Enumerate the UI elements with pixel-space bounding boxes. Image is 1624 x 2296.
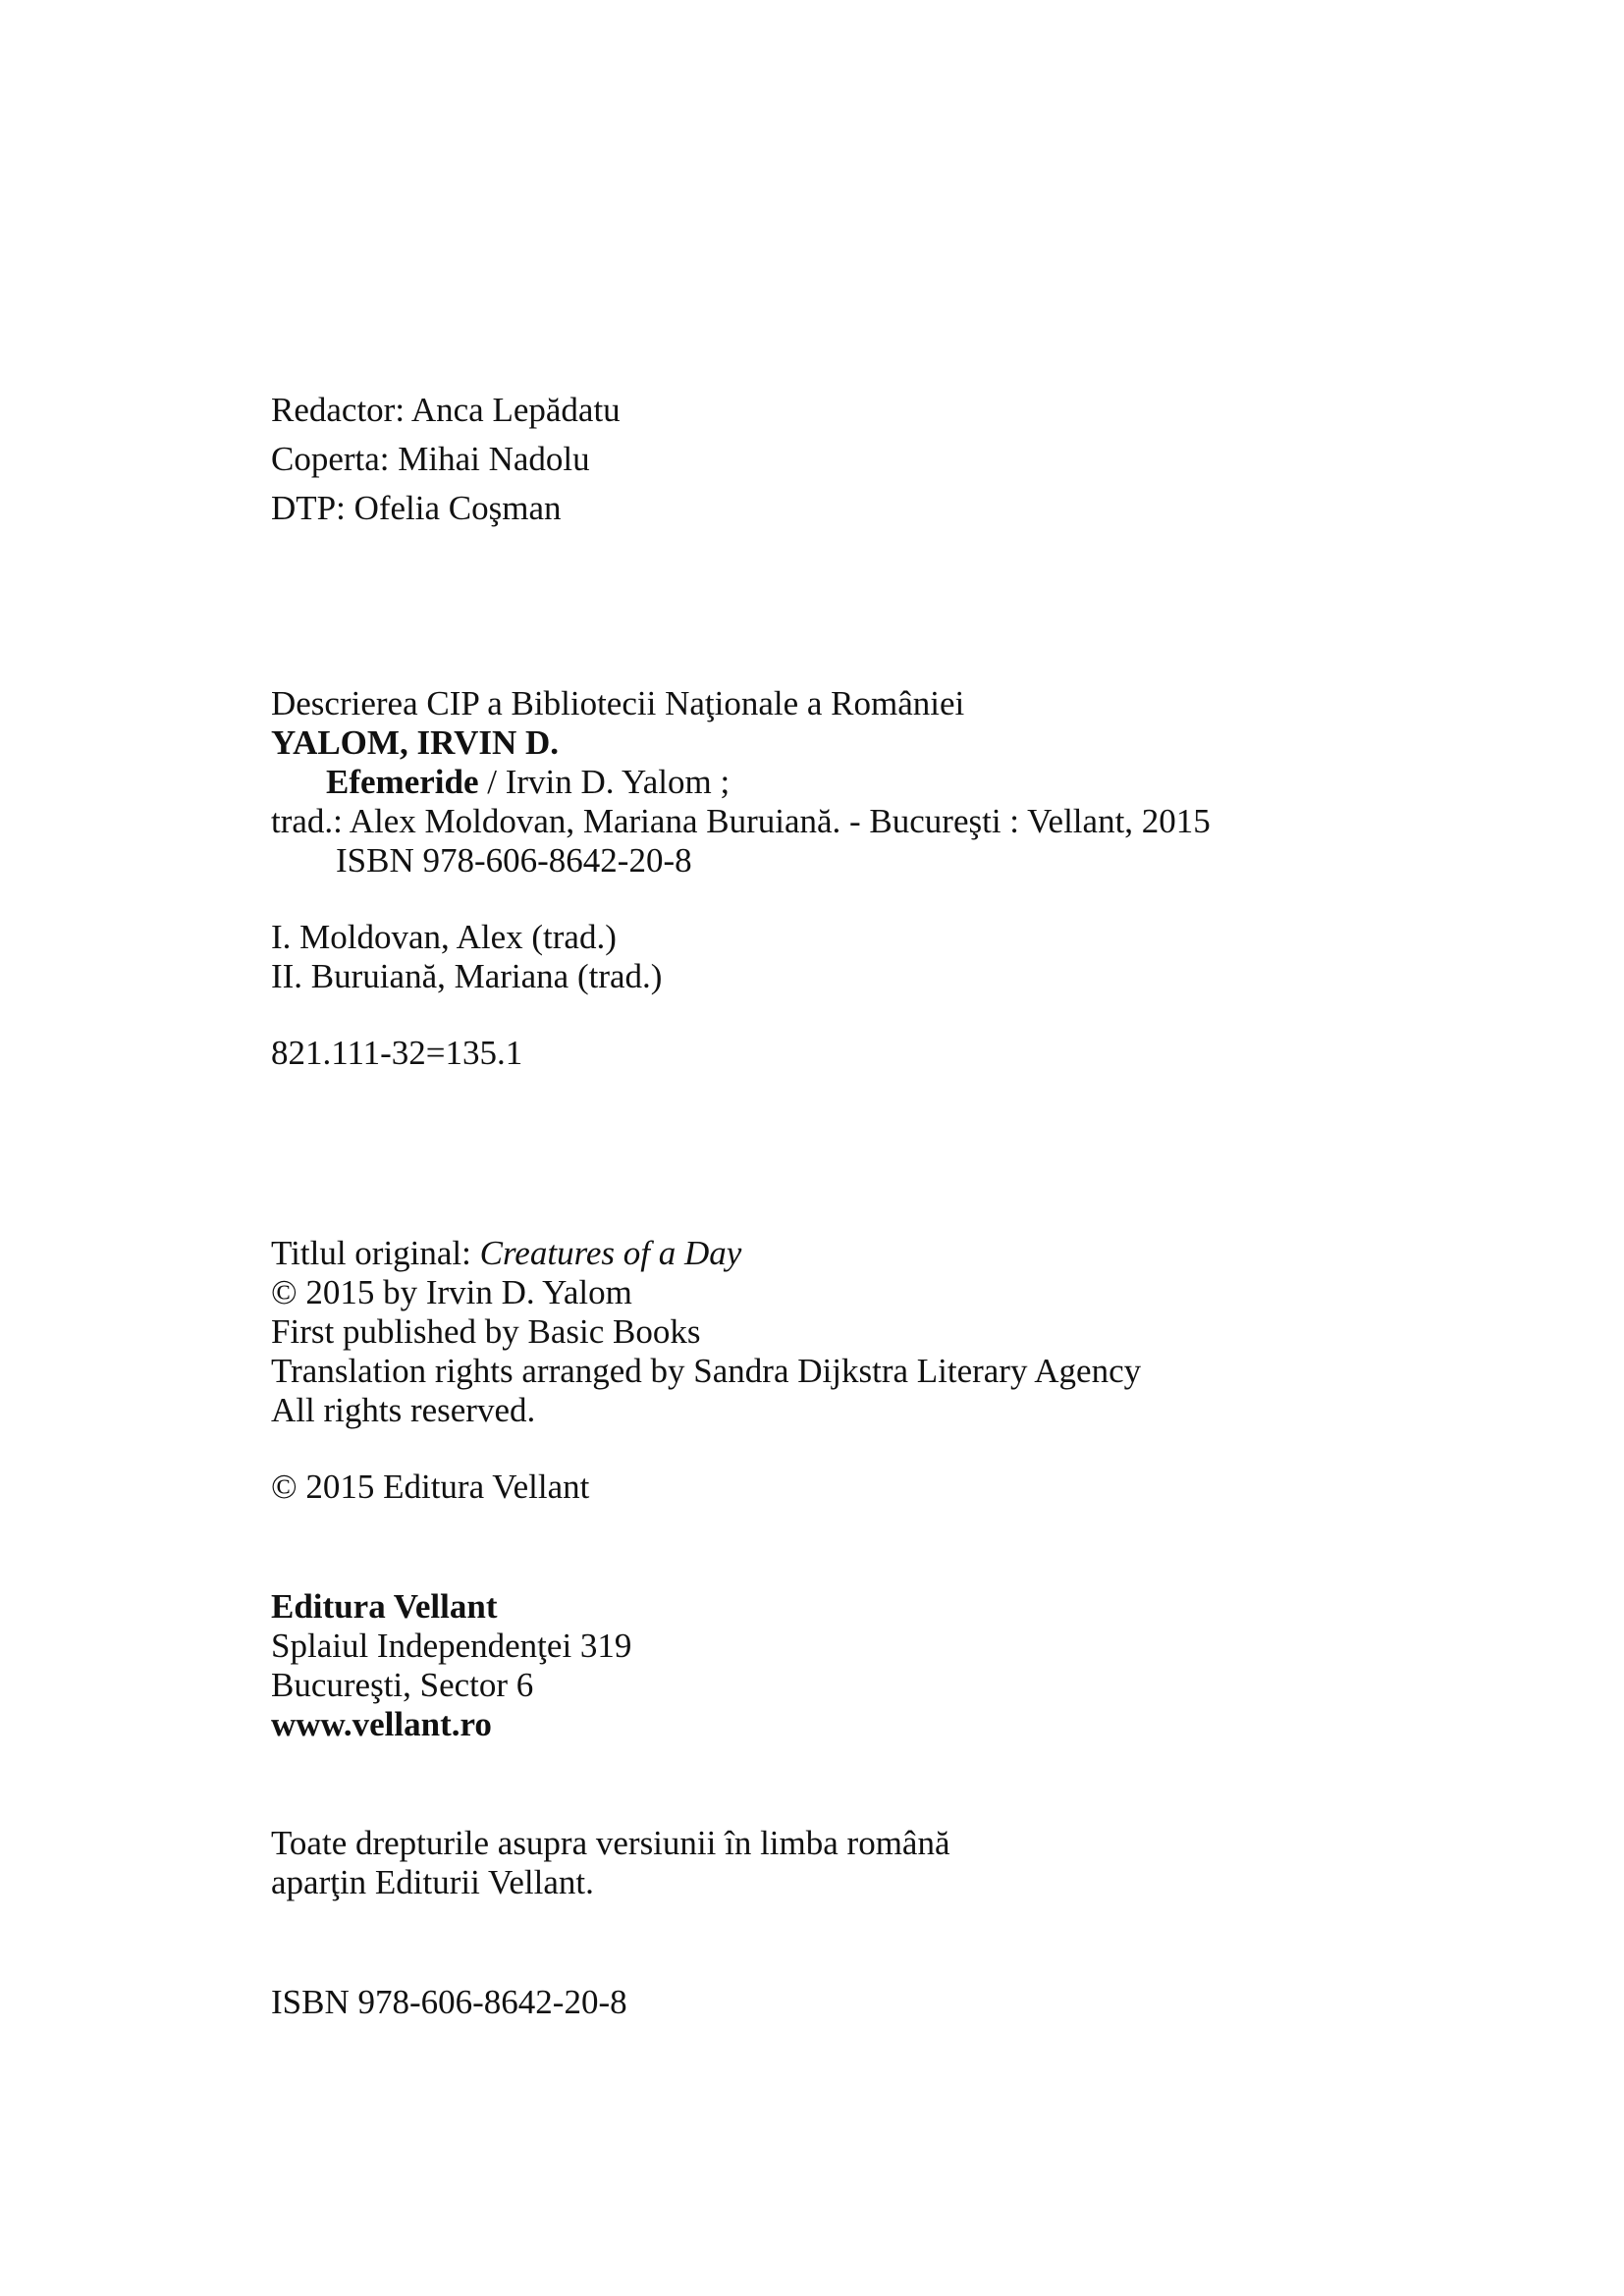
original-title-label: Titlul original: <box>271 1234 480 1272</box>
publisher-city: Bucureşti, Sector 6 <box>271 1666 534 1704</box>
credits-block <box>271 386 1547 533</box>
notice-line-2: aparţin Editurii Vellant. <box>271 1863 594 1901</box>
notice-block <box>271 1824 1547 1902</box>
publisher-street: Splaiul Independenţei 319 <box>271 1627 632 1665</box>
publisher-block <box>271 1587 1547 1744</box>
cip-index-2: II. Buruiană, Mariana (trad.) <box>271 957 663 995</box>
cip-title-rest: / Irvin D. Yalom ; <box>478 763 731 801</box>
cip-translation: trad.: Alex Moldovan, Mariana Buruiană. - Bucureşti : Vellant, 2015 <box>271 802 1211 840</box>
spacer <box>271 881 1547 918</box>
cip-title <box>271 763 1547 802</box>
dtp-credit: DTP: Ofelia Coşman <box>271 489 562 527</box>
cip-heading: Descrierea CIP a Bibliotecii Naţionale a României <box>271 684 965 722</box>
spacer <box>271 1430 1547 1468</box>
cip-block <box>271 684 1547 1073</box>
cover-credit: Coperta: Mihai Nadolu <box>271 440 590 478</box>
copyright-author: © 2015 by Irvin D. Yalom <box>271 1273 632 1311</box>
cip-classification: 821.111-32=135.1 <box>271 1034 523 1072</box>
cip-index-1: I. Moldovan, Alex (trad.) <box>271 918 617 956</box>
notice-line-1: Toate drepturile asupra versiunii în limba română <box>271 1824 950 1862</box>
rights-block <box>271 1234 1547 1507</box>
copyright-publisher: © 2015 Editura Vellant <box>271 1468 590 1506</box>
first-published: First published by Basic Books <box>271 1312 701 1351</box>
publisher-name: Editura Vellant <box>271 1587 498 1626</box>
editor-credit: Redactor: Anca Lepădatu <box>271 391 621 429</box>
isbn-footer: ISBN 978-606-8642-20-8 <box>271 1983 627 2021</box>
rights-reserved: All rights reserved. <box>271 1391 536 1429</box>
publisher-website: www.vellant.ro <box>271 1705 492 1743</box>
isbn-footer-block <box>271 1983 1547 2022</box>
original-title: Creatures of a Day <box>479 1234 742 1272</box>
cip-isbn: ISBN 978-606-8642-20-8 <box>336 841 692 880</box>
cip-title-bold: Efemeride <box>326 763 479 801</box>
translation-rights: Translation rights arranged by Sandra Dijkstra Literary Agency <box>271 1352 1142 1390</box>
original-title-line <box>271 1234 1547 1273</box>
cip-author: YALOM, IRVIN D. <box>271 723 560 762</box>
spacer <box>271 996 1547 1034</box>
